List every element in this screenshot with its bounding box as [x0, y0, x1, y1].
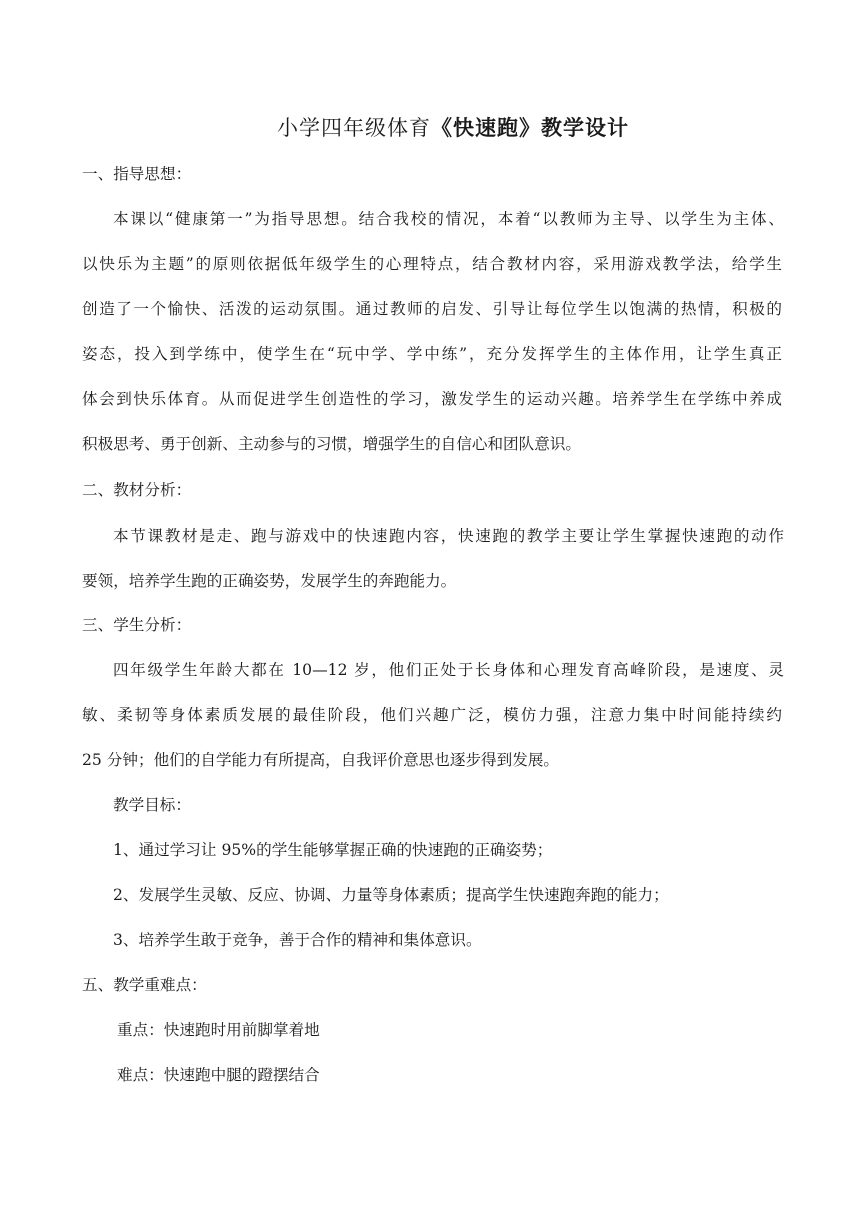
section-heading-key-points: 五、教学重难点： — [82, 976, 207, 994]
key-point: 重点：快速跑时用前脚掌着地 — [117, 1021, 320, 1039]
difficult-point: 难点：快速跑中腿的蹬摆结合 — [117, 1066, 320, 1084]
document-title — [0, 112, 860, 142]
paragraph-line: 以快乐为主题”的原则依据低年级学生的心理特点，结合教材内容，采用游戏教学法，给学生 — [82, 255, 782, 273]
paragraph-line: 敏、柔韧等身体素质发展的最佳阶段，他们兴趣广泛，模仿力强，注意力集中时间能持续约 — [82, 706, 782, 724]
section-heading-material-analysis: 二、教材分析： — [82, 481, 192, 499]
paragraph-line: 要领，培养学生跑的正确姿势，发展学生的奔跑能力。 — [82, 572, 457, 590]
paragraph-line: 积极思考、勇于创新、主动参与的习惯，增强学生的自信心和团队意识。 — [82, 435, 582, 453]
title-prefix: 小学四年级体育 — [277, 116, 431, 140]
goal-item-3: 3、培养学生敢于竞争，善于合作的精神和集体意识。 — [113, 931, 482, 949]
paragraph-line: 创造了一个愉快、活泼的运动氛围。通过教师的启发、引导让每位学生以饱满的热情，积极的 — [82, 300, 782, 318]
paragraph-line: 本课以“健康第一”为指导思想。结合我校的情况，本着“以教师为主导、以学生为主体、 — [113, 210, 784, 228]
paragraph-line: 25 分钟；他们的自学能力有所提高，自我评价意思也逐步得到发展。 — [82, 751, 560, 769]
goal-item-2: 2、发展学生灵敏、反应、协调、力量等身体素质；提高学生快速跑奔跑的能力； — [113, 886, 669, 904]
paragraph-line: 姿态，投入到学练中，使学生在“玩中学、学中练”，充分发挥学生的主体作用，让学生真正 — [82, 345, 782, 363]
paragraph-line: 本节课教材是走、跑与游戏中的快速跑内容，快速跑的教学主要让学生掌握快速跑的动作 — [113, 527, 784, 545]
section-heading-student-analysis: 三、学生分析： — [82, 616, 192, 634]
goal-item-1: 1、通过学习让 95%的学生能够掌握正确的快速跑的正确姿势； — [113, 841, 553, 859]
title-bold: 《快速跑》教学设计 — [431, 115, 629, 140]
paragraph-line: 四年级学生年龄大都在 10—12 岁，他们正处于长身体和心理发育高峰阶段，是速度、灵 — [113, 661, 784, 679]
teaching-goals-heading: 教学目标： — [113, 796, 191, 814]
paragraph-line: 体会到快乐体育。从而促进学生创造性的学习，激发学生的运动兴趣。培养学生在学练中养成 — [82, 390, 782, 408]
section-heading-guiding-idea: 一、指导思想： — [82, 165, 192, 183]
